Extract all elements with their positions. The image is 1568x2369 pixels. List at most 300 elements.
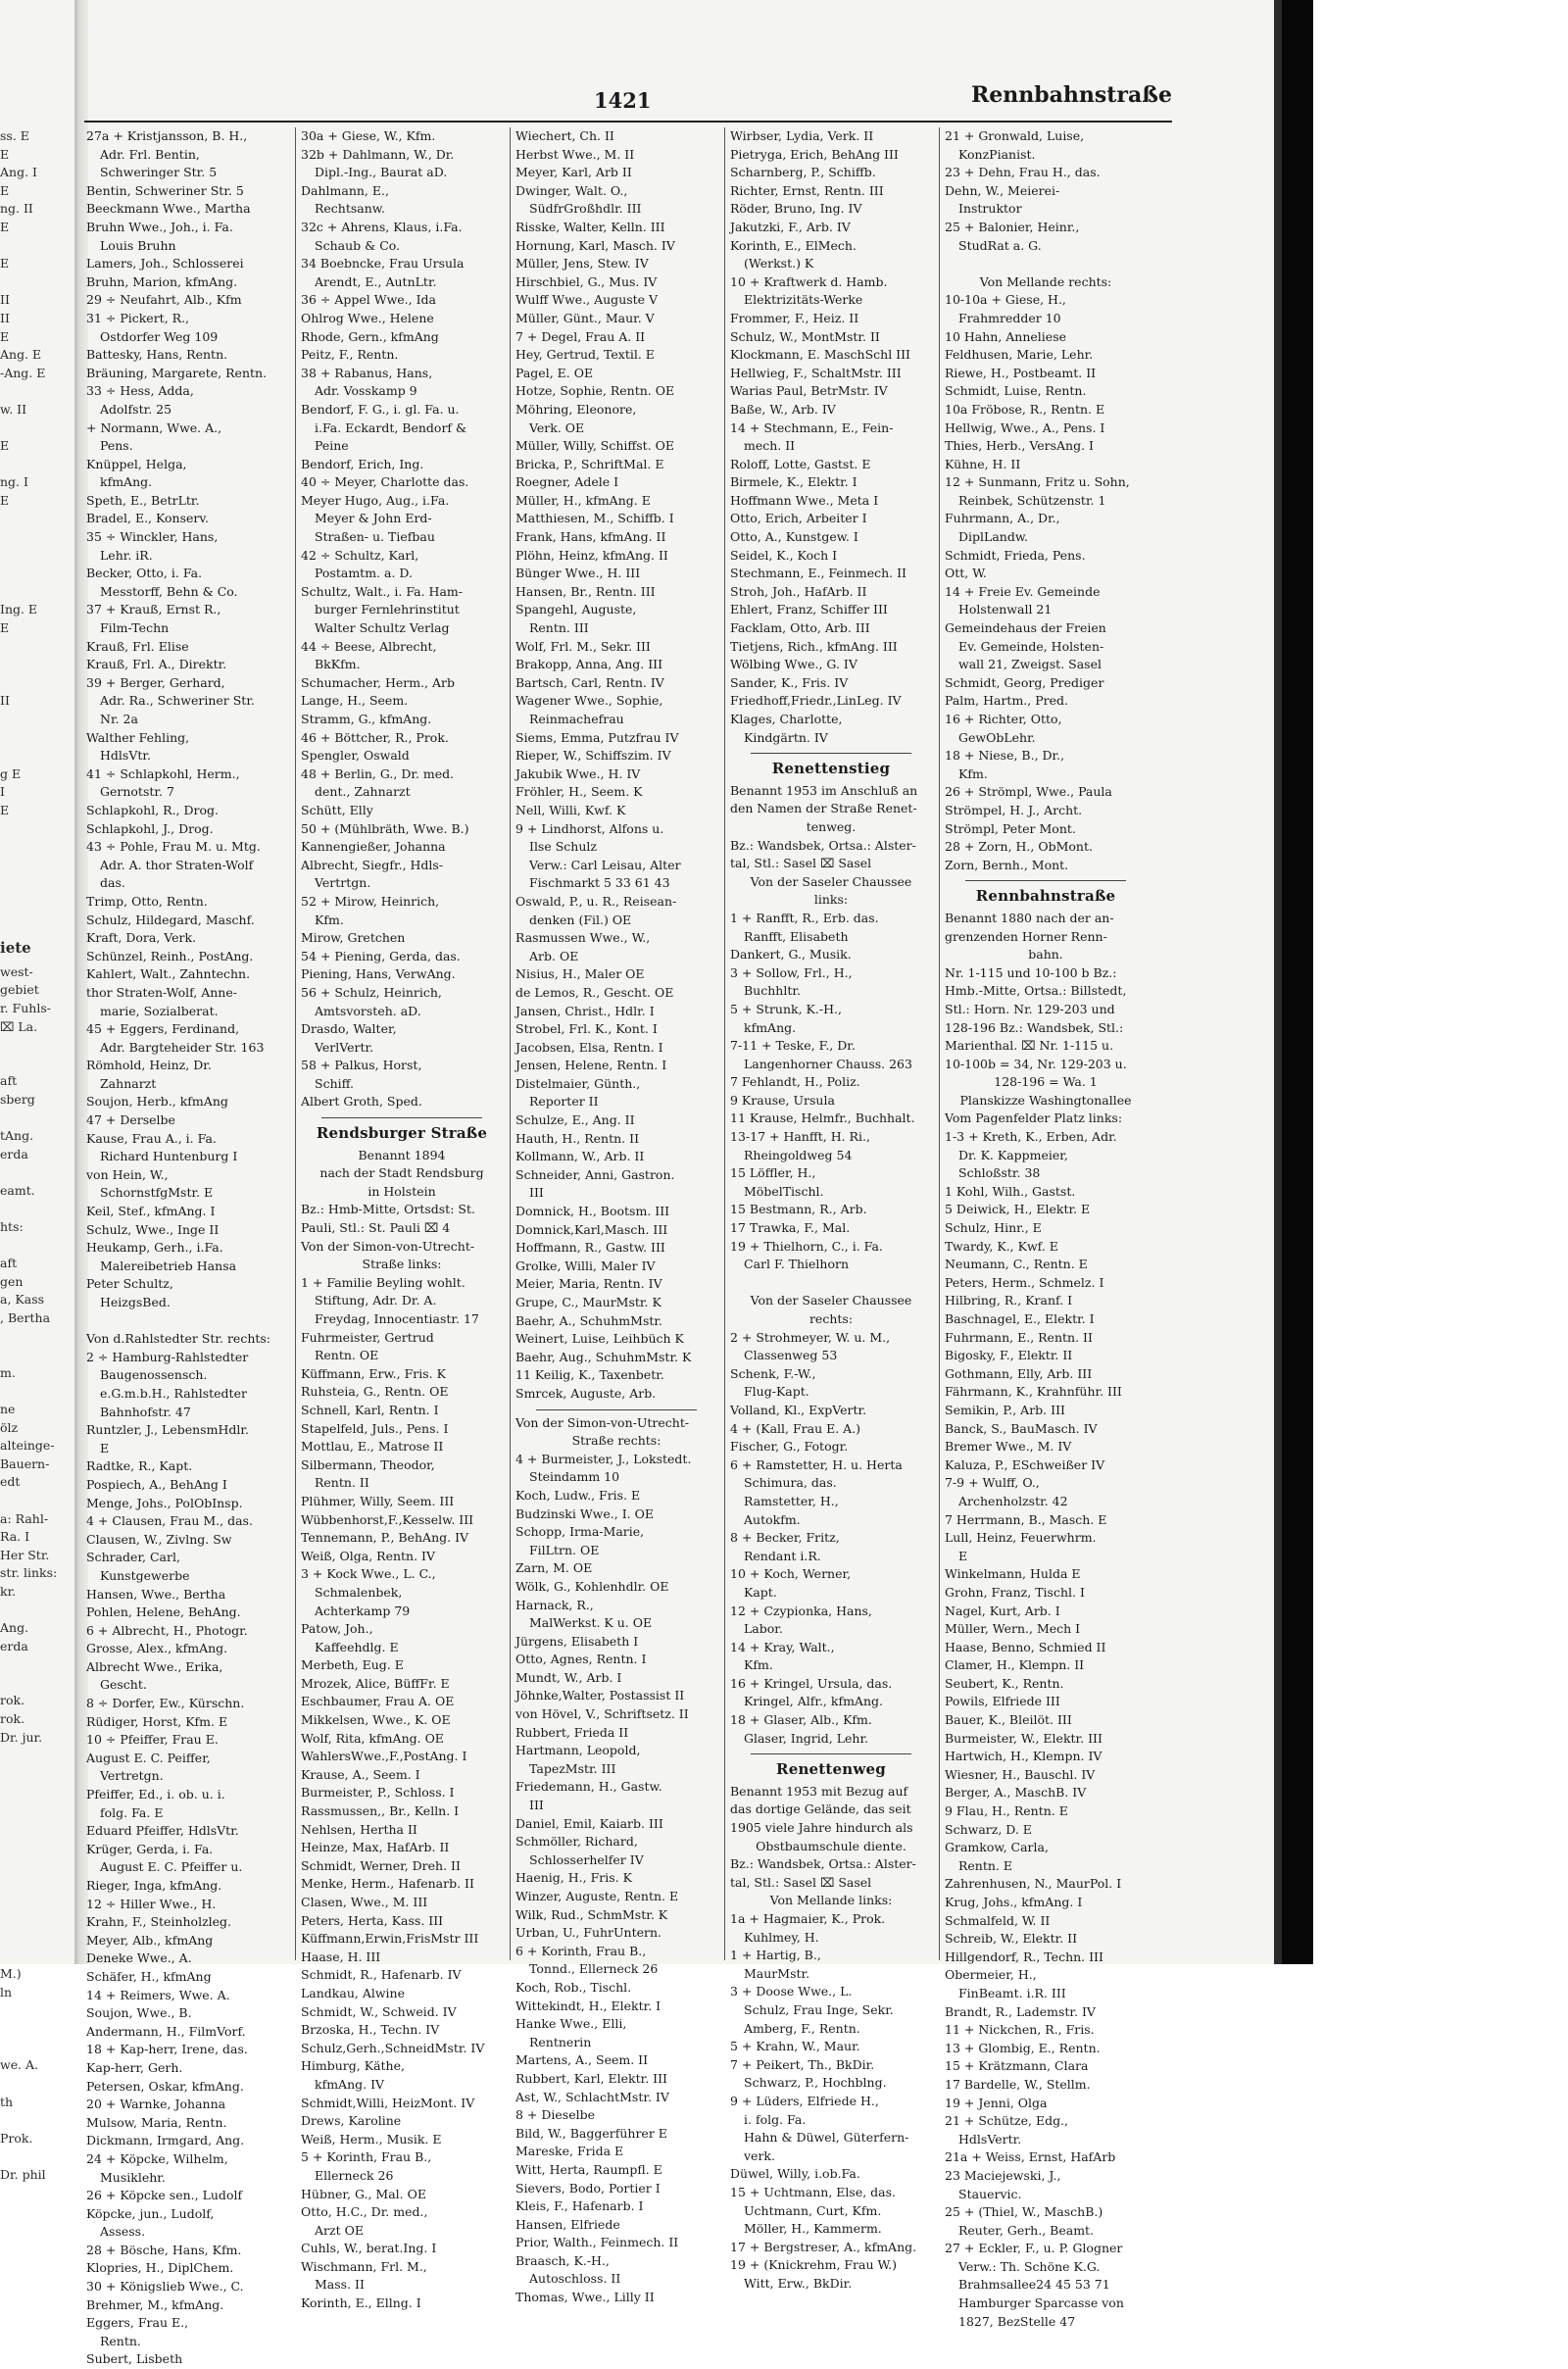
directory-entry: Weiß, Olga, Rentn. IV [301, 1548, 436, 1563]
directory-entry: Brahmsallee24 45 53 71 [958, 2277, 1110, 2293]
directory-entry: Reinmachefrau [529, 712, 624, 726]
facing-text-fragment [0, 2147, 59, 2166]
directory-entry: Rendant i.R. [744, 1548, 821, 1563]
directory-entry: Müller, Willy, Schiffst. OE [515, 438, 675, 454]
column-4 [730, 127, 932, 2291]
directory-entry: Nagel, Kurt, Arb. I [945, 1603, 1060, 1618]
directory-entry: Wübbenhorst,F.,Kesselw. III [301, 1511, 474, 1527]
directory-entry: folg. Fa. E [100, 1804, 164, 1820]
directory-entry: Schneider, Anni, Gastron. [515, 1166, 675, 1182]
directory-entry: Hansen, Wwe., Bertha [86, 1586, 226, 1602]
facing-text-fragment [0, 1856, 59, 1875]
street-info: Von der Saseler Chaussee [750, 873, 912, 889]
facing-text-fragment [0, 711, 59, 729]
directory-entry: Köpcke, jun., Ludolf, [86, 2205, 215, 2221]
directory-entry: 9 Flau, H., Rentn. E [945, 1803, 1068, 1819]
directory-entry: i. folg. Fa. [744, 2111, 807, 2127]
directory-entry: Silbermann, Theodor, [301, 1456, 435, 1472]
directory-entry: 45 + Eggers, Ferdinand, [86, 1021, 240, 1037]
facing-text-fragment: str. links: [0, 1565, 58, 1581]
directory-entry: Haase, Benno, Schmied II [945, 1639, 1106, 1654]
directory-entry: Patow, Joh., [301, 1621, 373, 1637]
directory-entry: 5 + Korinth, Frau B., [301, 2149, 432, 2165]
facing-text-fragment: erda [0, 1146, 28, 1161]
directory-entry: Hellwieg, F., SchaltMstr. III [730, 365, 902, 380]
directory-entry: Wölbing Wwe., G. IV [730, 657, 858, 672]
directory-entry: 10 Hahn, Anneliese [945, 328, 1067, 344]
directory-entry: Spengler, Oswald [301, 748, 410, 764]
directory-entry: Mareske, Frida E [515, 2144, 624, 2159]
directory-entry: kfmAng. IV [315, 2076, 385, 2092]
directory-entry: Fischer, G., Fotogr. [730, 1439, 849, 1455]
directory-entry: Schwarz, D. E [945, 1821, 1032, 1837]
directory-entry: VerlVertr. [315, 1039, 374, 1055]
directory-entry: Jürgens, Elisabeth I [515, 1633, 639, 1649]
directory-entry: Lange, H., Seem. [301, 693, 409, 709]
directory-entry: Petersen, Oskar, kfmAng. [86, 2078, 244, 2094]
directory-entry: 52 + Mirow, Heinrich, [301, 893, 440, 909]
facing-text-fragment [0, 1036, 59, 1055]
section-rule [751, 753, 912, 754]
directory-entry: Mundt, W., Arb. I [515, 1669, 622, 1685]
directory-entry: Tietjens, Rich., kfmAng. III [730, 638, 898, 654]
directory-entry: August E. C. Pfeiffer u. [100, 1859, 243, 1875]
directory-entry: Menge, Johs., PolObInsp. [86, 1495, 243, 1510]
directory-entry: Ohlrog Wwe., Helene [301, 310, 434, 325]
directory-entry: 3 + Doose Wwe., L. [730, 1984, 853, 1999]
directory-entry: Kfm. [744, 1657, 773, 1673]
directory-entry: Krauß, Frl. A., Direktr. [86, 657, 227, 672]
directory-entry: Clasen, Wwe., M. III [301, 1895, 428, 1909]
directory-entry: Gemeindehaus der Freien [945, 620, 1106, 636]
facing-text-fragment: eamt. [0, 1182, 35, 1198]
directory-entry: Stl.: Horn. Nr. 129-203 und [945, 1001, 1115, 1016]
directory-entry: Ilse Schulz [529, 839, 597, 855]
directory-entry: Mikkelsen, Wwe., K. OE [301, 1712, 451, 1728]
directory-entry: Schünzel, Reinh., PostAng. [86, 948, 254, 963]
directory-entry: Walter Schultz Verlag [315, 620, 450, 636]
facing-text-fragment [0, 2039, 59, 2057]
facing-text-fragment [0, 1893, 59, 1911]
directory-entry: Warias Paul, BetrMstr. IV [730, 383, 888, 399]
street-info: Benannt 1894 [358, 1147, 446, 1162]
street-info: Straße links: [362, 1257, 442, 1272]
directory-entry: 3 + Kock Wwe., L. C., [301, 1566, 436, 1582]
directory-entry: Spangehl, Auguste, [515, 602, 637, 617]
directory-entry: Brehmer, M., kfmAng. [86, 2296, 224, 2312]
directory-entry: Müller, H., kfmAng. E [515, 492, 651, 508]
directory-entry: kfmAng. [100, 474, 153, 490]
directory-entry: Hahn & Düwel, Güterfern- [744, 2130, 909, 2146]
directory-entry: Ev. Gemeinde, Holsten- [958, 638, 1104, 654]
directory-entry: 33 ÷ Hess, Adda, [86, 383, 194, 399]
directory-entry: WahlersWwe.,F.,PostAng. I [301, 1749, 467, 1764]
directory-entry: Adr. Ra., Schweriner Str. [100, 693, 255, 709]
directory-entry: Domnick, H., Bootsm. III [515, 1204, 670, 1219]
directory-entry: 26 + Strömpl, Wwe., Paula [945, 784, 1112, 800]
directory-entry: Herbst Wwe., M. II [515, 146, 635, 162]
directory-entry: Kühne, H. II [945, 456, 1021, 471]
directory-entry: Langenhorner Chauss. 263 [744, 1056, 912, 1071]
directory-entry: Eduard Pfeiffer, HdlsVtr. [86, 1823, 239, 1839]
directory-entry: Krüger, Gerda, i. Fa. [86, 1841, 214, 1856]
directory-entry: Reinbek, Schützenstr. 1 [958, 492, 1106, 508]
directory-entry: Baße, W., Arb. IV [730, 401, 836, 417]
directory-entry: 29 ÷ Neufahrt, Alb., Kfm [86, 292, 242, 308]
directory-entry: Schlapkohl, R., Drog. [86, 802, 219, 817]
street-info: Von Mellande rechts: [979, 273, 1112, 289]
directory-entry: 4 + Clausen, Frau M., das. [86, 1513, 253, 1529]
facing-text-fragment: Her Str. [0, 1547, 50, 1562]
directory-entry: III [529, 1798, 544, 1813]
directory-entry: Müller, Wern., Mech I [945, 1621, 1081, 1637]
directory-entry: Schlapkohl, J., Drog. [86, 820, 214, 836]
directory-entry: Uchtmann, Curt, Kfm. [744, 2202, 882, 2218]
directory-entry: 13 + Glombig, E., Rentn. [945, 2040, 1101, 2055]
directory-entry: Plöhn, Heinz, kfmAng. II [515, 547, 668, 563]
directory-entry: Burmeister, P., Schloss. I [301, 1785, 455, 1801]
directory-entry: 10 + Kraftwerk d. Hamb. [730, 273, 888, 289]
directory-entry: Thies, Herb., VersAng. I [945, 438, 1094, 454]
directory-entry: Strobel, Frl. K., Kont. I [515, 1021, 658, 1037]
directory-entry: 20 + Warnke, Johanna [86, 2097, 226, 2112]
directory-entry: kfmAng. [744, 1019, 797, 1035]
directory-entry: Powils, Elfriede III [945, 1694, 1060, 1709]
directory-entry: Otto, H.C., Dr. med., [301, 2204, 428, 2220]
directory-entry: Autokfm. [744, 1511, 801, 1527]
directory-entry: Bruhn, Marion, kfmAng. [86, 273, 238, 289]
directory-entry: Stroh, Joh., HafArb. II [730, 583, 867, 599]
directory-entry: Zahnarzt [100, 1075, 157, 1091]
directory-entry: Adolfstr. 25 [100, 401, 172, 417]
directory-entry: Amberg, F., Rentn. [744, 2020, 860, 2036]
directory-entry: Wittekindt, H., Elektr. I [515, 1998, 662, 2013]
directory-entry: Otto, A., Kunstgew. I [730, 529, 858, 545]
facing-text-fragment [0, 1747, 59, 1765]
directory-entry: Kfm. [958, 765, 988, 781]
directory-entry: tal, Stl.: Sasel ⌧ Sasel [730, 856, 872, 871]
directory-entry: Bünger Wwe., H. III [515, 566, 641, 581]
directory-entry: StudRat a. G. [958, 237, 1042, 253]
directory-entry: Kuhlmey, H. [744, 1929, 819, 1945]
directory-entry: 42 ÷ Schultz, Karl, [301, 547, 419, 563]
directory-entry: 38 + Rabanus, Hans, [301, 365, 433, 380]
directory-entry: Classenweg 53 [744, 1348, 838, 1363]
directory-entry: Brakopp, Anna, Ang. III [515, 657, 663, 672]
facing-text-fragment [0, 1200, 59, 1218]
facing-text-fragment: Ra. I [0, 1529, 30, 1545]
street-info: Planskizze Washingtonallee [959, 1092, 1132, 1108]
directory-entry: Hoffmann Wwe., Meta I [730, 492, 879, 508]
facing-text-fragment [0, 893, 59, 912]
directory-entry: verk. [744, 2147, 775, 2163]
directory-entry: Arb. OE [529, 948, 579, 963]
directory-entry: Nr. 2a [100, 712, 138, 726]
directory-entry: Winkelmann, Hulda E [945, 1566, 1081, 1582]
facing-text-fragment [0, 237, 59, 256]
directory-entry: Frahmredder 10 [958, 310, 1061, 325]
directory-entry: Kringel, Alfr., kfmAng. [744, 1694, 883, 1709]
directory-entry: 7 + Peikert, Th., BkDir. [730, 2056, 875, 2072]
directory-entry: Lehr. iR. [100, 547, 153, 563]
directory-entry: Wiesner, H., Bauschl. IV [945, 1766, 1096, 1782]
directory-entry: Kaluza, P., ESchweißer IV [945, 1456, 1105, 1472]
directory-entry: 27 + Eckler, F., u. P. Glogner [945, 2241, 1123, 2256]
facing-text-fragment: ⌧ La. [0, 1018, 38, 1034]
facing-text-fragment [0, 382, 59, 401]
directory-entry: 21a + Weiss, Ernst, HafArb [945, 2149, 1116, 2165]
directory-entry: Rüdiger, Horst, Kfm. E [86, 1713, 228, 1729]
facing-text-fragment [0, 1602, 59, 1620]
directory-entry: grenzenden Horner Renn- [945, 928, 1107, 944]
directory-entry: Autoschloss. II [529, 2271, 621, 2287]
directory-entry: 41 ÷ Schlapkohl, Herm., [86, 765, 240, 781]
directory-entry: FinBeamt. i.R. III [958, 1985, 1066, 2000]
directory-entry: Soujon, Herb., kfmAng [86, 1094, 228, 1110]
directory-entry: MaurMstr. [744, 1965, 810, 1981]
directory-entry: Stramm, G., kfmAng. [301, 712, 432, 726]
directory-entry: 18 + Niese, B., Dr., [945, 748, 1065, 764]
directory-entry: Rentn. OE [315, 1348, 379, 1363]
directory-entry: Wulff Wwe., Auguste V [515, 292, 659, 308]
directory-entry: Hilbring, R., Kranf. I [945, 1293, 1073, 1308]
facing-text-fragment: Ang. [0, 1620, 29, 1636]
directory-entry: Matthiesen, M., Schiffb. I [515, 511, 674, 526]
directory-entry: 31 ÷ Pickert, R., [86, 310, 190, 325]
directory-entry: 28 + Bösche, Hans, Kfm. [86, 2242, 242, 2257]
directory-entry: 14 + Stechmann, E., Fein- [730, 420, 894, 435]
directory-entry: HdlsVertr. [958, 2131, 1022, 2147]
directory-entry: Pagel, E. OE [515, 365, 594, 380]
directory-entry: Drasdo, Walter, [301, 1021, 397, 1037]
directory-entry: Landkau, Alwine [301, 1985, 405, 2000]
directory-entry: Schumacher, Herm., Arb [301, 674, 456, 690]
directory-entry: Hillgendorf, R., Techn. III [945, 1949, 1103, 1964]
directory-entry: Albrecht Wwe., Erika, [86, 1658, 223, 1674]
street-heading: Renettenstieg [771, 760, 891, 778]
facing-text-fragment: E [0, 256, 10, 271]
directory-entry: Adr. Frl. Bentin, [100, 146, 200, 162]
directory-entry: 7 Fehlandt, H., Poliz. [730, 1074, 860, 1090]
directory-entry: Heukamp, Gerh., i.Fa. [86, 1240, 223, 1256]
directory-entry: 44 ÷ Beese, Albrecht, [301, 638, 437, 654]
directory-entry: Domnick,Karl,Masch. III [515, 1221, 668, 1237]
directory-entry: Nell, Willi, Kwf. K [515, 802, 626, 817]
directory-entry: Rasmussen Wwe., W., [515, 930, 651, 946]
directory-entry: 12 ÷ Hiller Wwe., H. [86, 1896, 217, 1911]
directory-entry: 8 + Becker, Fritz, [730, 1530, 840, 1546]
directory-entry: Koch, Ludw., Fris. E [515, 1487, 641, 1503]
street-info: Von Mellande links: [769, 1893, 893, 1908]
directory-entry: GewObLehr. [958, 729, 1036, 745]
directory-entry: Ostdorfer Weg 109 [100, 328, 219, 344]
directory-entry: 10-10a + Giese, H., [945, 292, 1066, 308]
directory-entry: Vom Pagenfelder Platz links: [945, 1110, 1123, 1126]
directory-entry: Adr. Bargteheider Str. 163 [100, 1039, 265, 1055]
directory-entry: Rhode, Gern., kfmAng [301, 328, 439, 344]
directory-entry: 26 + Köpcke sen., Ludolf [86, 2188, 243, 2203]
directory-entry: Buchhltr. [744, 983, 801, 999]
directory-entry: Dipl.-Ing., Baurat aD. [315, 165, 448, 180]
directory-entry: Glaser, Ingrid, Lehr. [744, 1730, 869, 1746]
directory-entry: Adr. A. thor Straten-Wolf [100, 857, 254, 872]
directory-entry: Heinze, Max, HafArb. II [301, 1840, 450, 1855]
directory-entry: Albrecht, Siegfr., Hdls- [301, 857, 444, 872]
directory-entry: 50 + (Mühlbräth, Wwe. B.) [301, 820, 469, 836]
directory-entry: Steindamm 10 [529, 1469, 620, 1485]
column-2 [301, 127, 503, 2311]
directory-entry: Witt, Herta, Raumpfl. E [515, 2161, 662, 2177]
column-3 [515, 127, 717, 2305]
directory-entry: Hey, Gertrud, Textil. E [515, 347, 655, 363]
facing-text-fragment: E [0, 802, 10, 817]
directory-entry: Assess. [100, 2224, 146, 2240]
street-info: Obstbaumschule diente. [756, 1838, 906, 1853]
facing-text-fragment [0, 1911, 59, 1930]
directory-entry: Jakubik Wwe., H. IV [515, 765, 641, 781]
directory-entry: Daniel, Emil, Kaiarb. III [515, 1815, 663, 1831]
directory-entry: 1 + Hartig, B., [730, 1948, 821, 1963]
facing-text-fragment [0, 510, 59, 528]
directory-entry: 15 Löffler, H., [730, 1165, 816, 1181]
directory-entry: Fuhrmeister, Gertrud [301, 1329, 434, 1345]
directory-entry: Rubbert, Karl, Elektr. III [515, 2070, 667, 2086]
directory-entry: Möhring, Eleonore, [515, 401, 637, 417]
directory-entry: Winzer, Auguste, Rentn. E [515, 1889, 679, 1903]
directory-entry: Schultz, Walt., i. Fa. Ham- [301, 583, 463, 599]
directory-entry: Albert Groth, Sped. [301, 1094, 422, 1110]
facing-text-fragment [0, 456, 59, 474]
directory-entry: 48 + Berlin, G., Dr. med. [301, 765, 455, 781]
facing-text-fragment [0, 638, 59, 657]
facing-text-fragment [0, 674, 59, 693]
directory-entry: HeizgsBed. [100, 1295, 171, 1309]
directory-entry: Berger, A., MaschB. IV [945, 1785, 1087, 1801]
directory-entry: 10 + Koch, Werner, [730, 1566, 852, 1582]
section-rule [536, 1409, 698, 1410]
facing-text-fragment: rok. [0, 1711, 25, 1727]
directory-entry: Archenholzstr. 42 [958, 1493, 1068, 1508]
facing-text-fragment [0, 565, 59, 583]
directory-entry: Stiftung, Adr. Dr. A. [315, 1293, 437, 1308]
directory-entry: Arzt OE [315, 2222, 364, 2238]
directory-entry: Meyer, Karl, Arb II [515, 165, 632, 180]
directory-entry: Jansen, Christ., Hdlr. I [515, 1003, 655, 1018]
directory-entry: i.Fa. Eckardt, Bendorf & [315, 420, 467, 435]
directory-entry: Knüppel, Helga, [86, 456, 187, 471]
directory-entry: 4 + Burmeister, J., Lokstedt. [515, 1451, 692, 1466]
directory-entry: Oswald, P., u. R., Reisean- [515, 893, 677, 909]
directory-entry: Frommer, F., Heiz. II [730, 310, 859, 325]
directory-entry: Peters, Herm., Schmelz. I [945, 1274, 1104, 1290]
facing-text-fragment: gen [0, 1273, 24, 1289]
directory-entry: 16 + Kringel, Ursula, das. [730, 1675, 893, 1691]
facing-text-fragment [0, 857, 59, 875]
directory-entry: 11 Krause, Helmfr., Buchhalt. [730, 1110, 915, 1126]
directory-entry: Labor. [744, 1621, 783, 1637]
directory-entry: Schnell, Karl, Rentn. I [301, 1402, 439, 1417]
directory-entry: Röder, Bruno, Ing. IV [730, 201, 862, 217]
street-heading: Rendsburger Straße [316, 1124, 488, 1143]
directory-entry: Dankert, G., Musik. [730, 947, 852, 962]
directory-entry: Wölk, G., Kohlenhdlr. OE [515, 1578, 669, 1594]
directory-entry: Urban, U., FuhrUntern. [515, 1925, 662, 1941]
facing-text-fragment [0, 273, 59, 292]
directory-entry: Himburg, Käthe, [301, 2058, 405, 2074]
facing-text-fragment: , Bertha [0, 1310, 51, 1325]
directory-entry: Feldhusen, Marie, Lehr. [945, 347, 1094, 363]
directory-entry: Hartwich, H., Klempn. IV [945, 1749, 1102, 1764]
facing-text-fragment: sberg [0, 1091, 35, 1107]
directory-entry: Stauervic. [958, 2186, 1022, 2201]
directory-entry: Koch, Rob., Tischl. [515, 1979, 632, 1995]
directory-entry: Pens. [100, 438, 133, 454]
directory-entry: Harnack, R., [515, 1597, 594, 1612]
directory-entry: 1 + Familie Beyling wohlt. [301, 1274, 466, 1290]
directory-entry: Benannt 1953 im Anschluß an [730, 782, 918, 798]
directory-entry: 5 + Krahn, W., Maur. [730, 2039, 860, 2054]
directory-entry: Instruktor [958, 201, 1022, 217]
directory-entry: marie, Sozialberat. [100, 1003, 219, 1018]
directory-entry: Pohlen, Helene, BehAng. [86, 1604, 241, 1620]
directory-entry: 15 + Uchtmann, Else, das. [730, 2184, 897, 2199]
directory-entry: Malereibetrieb Hansa [100, 1258, 237, 1273]
facing-text-fragment: E [0, 438, 10, 454]
directory-entry: Meier, Maria, Rentn. IV [515, 1276, 662, 1292]
facing-text-fragment: -Ang. E [0, 365, 46, 380]
directory-entry: Hmb.-Mitte, Ortsa.: Billstedt, [945, 983, 1127, 999]
directory-entry: 47 + Derselbe [86, 1112, 175, 1128]
directory-entry: Musiklehr. [100, 2169, 166, 2185]
directory-entry: Kollmann, W., Arb. II [515, 1149, 645, 1164]
directory-entry: Volland, Kl., ExpVertr. [730, 1402, 867, 1417]
directory-entry: Fröhler, H., Seem. K [515, 784, 643, 800]
facing-text-fragment [0, 2075, 59, 2094]
directory-entry: Klopries, H., DiplChem. [86, 2260, 234, 2276]
directory-entry: Kunstgewerbe [100, 1567, 190, 1583]
directory-entry: Strömpel, H. J., Archt. [945, 802, 1083, 817]
facing-text-fragment: ölz [0, 1419, 19, 1435]
directory-entry: Rassmussen,, Br., Kelln. I [301, 1803, 460, 1819]
facing-text-fragment [0, 1838, 59, 1856]
directory-entry: Hirschbiel, G., Mus. IV [515, 273, 658, 289]
facing-text-fragment: ne [0, 1401, 16, 1416]
facing-text-fragment: west- [0, 963, 33, 979]
directory-entry: MöbelTischl. [744, 1183, 824, 1199]
directory-entry: Walther Fehling, [86, 729, 190, 745]
street-heading: Rennbahnstraße [975, 887, 1116, 906]
directory-entry: Gramkow, Carla, [945, 1840, 1049, 1855]
directory-entry: Tonnd., Ellerneck 26 [529, 1961, 659, 1977]
directory-entry: Verw.: Carl Leisau, Alter [529, 857, 681, 872]
directory-entry: 39 + Berger, Gerhard, [86, 674, 225, 690]
directory-entry: 7-11 + Teske, F., Dr. [730, 1038, 856, 1054]
directory-entry: Arendt, E., AutnLtr. [315, 273, 437, 289]
directory-columns [86, 127, 1176, 2367]
directory-entry: Mirow, Gretchen [301, 930, 406, 946]
directory-entry: Roloff, Lotte, Gastst. E [730, 456, 871, 471]
directory-entry: Brandt, R., Lademstr. IV [945, 2003, 1096, 2019]
facing-text-fragment: II [0, 292, 10, 308]
directory-entry: 7 + Degel, Frau A. II [515, 328, 646, 344]
directory-entry: Schmidt, R., Hafenarb. IV [301, 1967, 462, 1983]
directory-entry: Bild, W., Baggerführer E [515, 2125, 667, 2141]
directory-entry: Dickmann, Irmgard, Ang. [86, 2133, 245, 2148]
directory-entry: mech. II [744, 438, 796, 454]
directory-entry: Grolke, Willi, Maler IV [515, 1258, 656, 1273]
directory-entry: Kfm. [315, 912, 344, 927]
directory-entry: Verk. OE [529, 420, 585, 435]
